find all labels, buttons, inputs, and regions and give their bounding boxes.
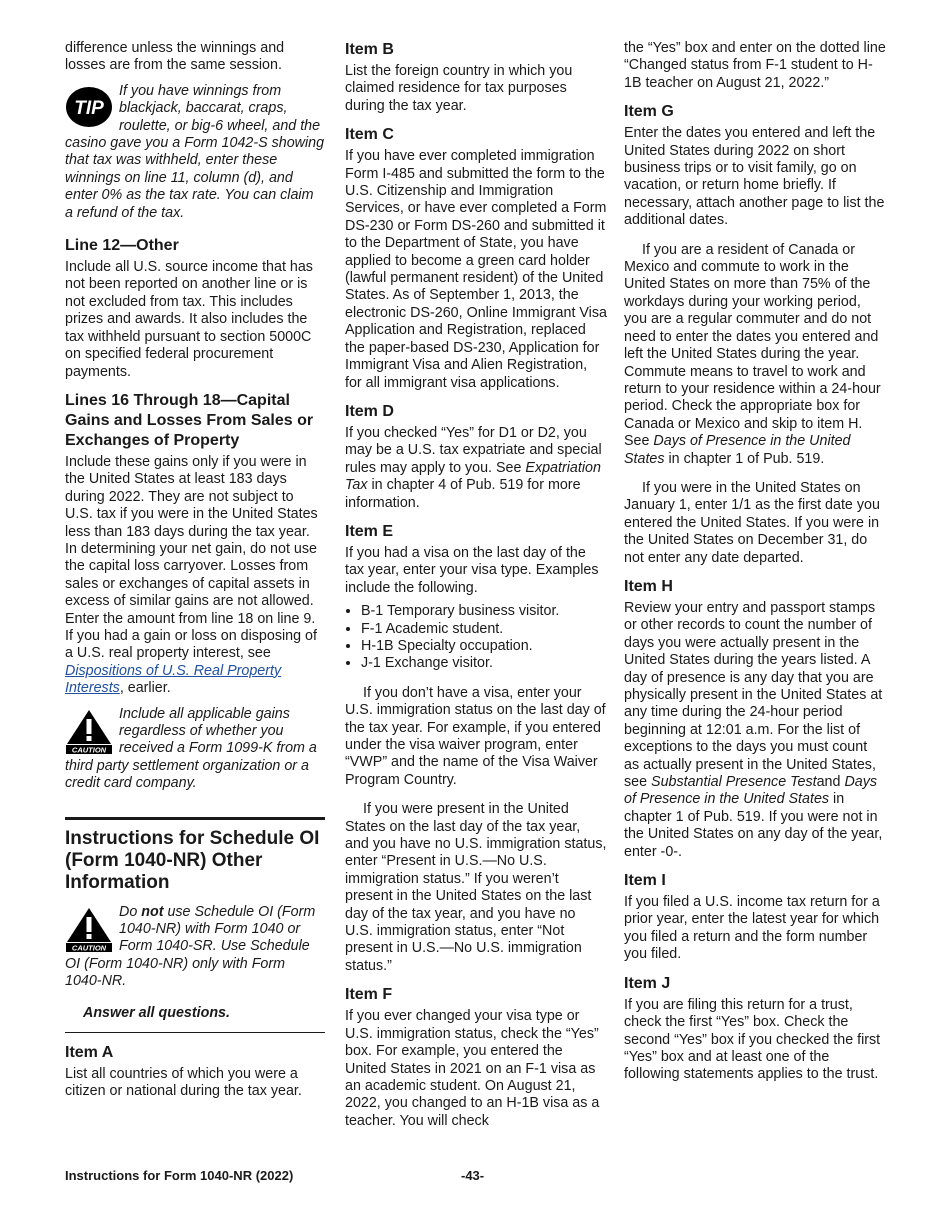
caution-note-1 (65, 706, 325, 793)
itemD-italic: Expatriation Tax (345, 459, 601, 494)
caution-badge-label: CAUTION (71, 745, 107, 754)
itemH-text (624, 600, 886, 861)
itemE-text: If you had a visa on the last day of the tax year, enter your visa type. Examples include the following. (345, 544, 599, 596)
tip-text: If you have winnings from blackjack, baccarat, craps, roulette, or big-6 wheel, and the casino gave you a Form 1042-S showing that tax was withheld, enter these winnings on line 11, column (d), and enter 0% as the tax rate. You can claim a refund of the tax. (65, 82, 325, 221)
line12-text: Include all U.S. source income that has not been reported on another line or is not excluded from tax. This includes prizes and awards. It also includes the tax withheld pursuant to section 5000C on specified federal procurement payments. (65, 259, 313, 380)
list-item: • H-1B Specialty occupation. (361, 638, 607, 655)
itemI-heading: Item I (624, 872, 666, 890)
lines16-text (65, 454, 325, 698)
itemE-heading: Item E (345, 522, 394, 540)
itemF-heading: Item F (345, 986, 393, 1004)
itemH-heading: Item H (624, 577, 673, 595)
column-middle (345, 40, 607, 1136)
caution-badge-label: CAUTION (71, 943, 107, 952)
itemC-heading: Item C (345, 126, 394, 144)
itemB-text: List the foreign country in which you claimed residence for tax purposes during the tax year. (345, 63, 573, 114)
itemI-text: If you filed a U.S. income tax return for a prior year, enter the latest year for which you filed a return and the form number you filed. (624, 894, 880, 963)
list-item: • J-1 Exchange visitor. (361, 655, 607, 672)
itemA-text: List all countries of which you were a citizen or national during the tax year. (65, 1066, 302, 1100)
itemE-paragraph-3: If you were present in the United States on the last day of the tax year, and you have no U.S. immigration status, enter “Present in U.S.—No U.S. immigration status.” If you weren’t present in the United States on the last day of the tax year, and you have no U.S. immigration status, enter “Not present in U.S.—No U.S. immigration status.” (345, 801, 607, 974)
caution-icon (65, 906, 113, 952)
page-number: -43- (461, 1168, 485, 1183)
itemH-italic-2: Days of Presence in the United States (624, 774, 878, 808)
caution-icon (65, 708, 113, 754)
itemD-heading: Item D (345, 402, 394, 420)
footer-title: Instructions for Form 1040-NR (2022) (65, 1168, 294, 1183)
tip-note (65, 83, 325, 222)
itemD-text (345, 425, 607, 512)
dispositions-link[interactable]: Dispositions of U.S. Real Property Interests (65, 662, 282, 697)
itemE-paragraph-2: If you don’t have a visa, enter your U.S. immigration status on the last day of the tax year. For example, if you entered under the visa waiver program, enter “VWP” and the name of the Visa Waiver Program Country. (345, 684, 606, 788)
itemG-paragraph-2 (624, 242, 886, 468)
caution2-bold: not (141, 903, 164, 920)
itemA-heading: Item A (65, 1044, 114, 1062)
itemG-p2-post: in chapter 1 of Pub. 519. (664, 450, 825, 467)
list-item: • B-1 Temporary business visitor. (361, 603, 607, 620)
itemJ-text: If you are filing this return for a trust, check the first “Yes” box. Check the second “Yes” box if you checked the first “Yes” box and at least one of the following statements applies to the trust. (624, 996, 881, 1083)
caution1-text: Include all applicable gains regardless of whether you received a Form 1099-K from a third party settlement organization or a credit card company. (65, 705, 317, 792)
lines16-body: Include these gains only if you were in the United States at least 183 days during 2022. They are not subject to U.S. tax if you were in the United States less than 183 days during the tax year. In determining your net gain, do not use the capital loss carryover. Losses from sales or exchanges of capital assets in excess of similar gains are not allowed. Enter the amount from line 18 on line 9. If you had a gain or loss on disposing of a U.S. real property interest, see (65, 453, 318, 662)
itemG-paragraph-3: If you were in the United States on January 1, enter 1/1 as the first date you entered the United States. If you were in the United States on December 31, do not enter any date departed. (624, 479, 880, 566)
column-right (624, 40, 886, 1090)
schedule-oi-heading: Instructions for Schedule OI (Form 1040-NR) Other Information (65, 827, 320, 893)
visa-type-list (345, 603, 607, 673)
column-left (65, 40, 325, 1107)
lines16-heading: Lines 16 Through 18—Capital Gains and Losses From Sales or Exchanges of Property (65, 391, 314, 449)
itemD-post: in chapter 4 of Pub. 519 for more information. (345, 477, 581, 511)
itemC-text: If you have ever completed immigration Form I-485 and submitted the form to the U.S. Citizenship and Immigration Services, or have ever completed a Form DS-230 or Form DS-260 and submitted it to the Department of State, you have applied to become a green card holder (lawful permanent resident) of the United States. As of September 1, 2013, the electronic DS-260, Online Immigrant Visa Application and Registration, replaced the paper-based DS-230, Application for Immigrant Visa and Alien Registration, for all immigrant visa applications. (345, 148, 607, 391)
itemG-p2-pre: If you are a resident of Canada or Mexico and commute to work in the United States on more than 75% of the workdays during your working period, you are a regular commuter and do not need to enter the dates you entered and left the United States during the year. Commute means to travel to work and return to your residence within a 24-hour period. Check the appropriate box for Canada or Mexico and skip to item H. See (624, 241, 881, 450)
answer-all-questions: Answer all questions. (83, 1004, 230, 1021)
tip-icon (65, 85, 113, 131)
itemD-pre: If you checked “Yes” for D1 or D2, you may be a U.S. tax expatriate and special rules may apply to you. See (345, 424, 602, 476)
itemG-p2-italic: Days of Presence in the United States (624, 433, 851, 467)
caution2-post: use Schedule OI (Form 1040-NR) with Form 1040 or Form 1040-SR. Use Schedule OI (Form 1040-NR) only with Form 1040-NR. (65, 903, 316, 990)
itemH-pre: Review your entry and passport stamps or other records to count the number of days you were actually present in the United States during the years listed. A day of presence is any day that you are physically present in the United States at any time during the 24-hour period beginning at 12:01 a.m. For the list of exceptions to the days you must count as actually present in the United States, see (624, 599, 883, 791)
itemH-italic-1: Substantial Presence Test (651, 774, 817, 791)
caution2-pre: Do (119, 903, 142, 920)
line12-heading: Line 12—Other (65, 237, 179, 255)
thin-divider (65, 1032, 325, 1033)
itemF-continued: the “Yes” box and enter on the dotted line “Changed status from F-1 student to H-1B teacher on August 21, 2022.” (624, 40, 886, 91)
itemH-post: in chapter 1 of Pub. 519. If you were not in the United States on any day of the year, enter -0-. (624, 791, 883, 860)
itemH-mid: and (816, 774, 845, 791)
itemJ-heading: Item J (624, 974, 671, 992)
itemG-heading: Item G (624, 103, 674, 121)
intro-paragraph: difference unless the winnings and losses are from the same session. (65, 40, 285, 74)
tip-badge-label: TIP (74, 97, 104, 119)
itemG-text: Enter the dates you entered and left the United States during 2022 on short business trips or to visit family, go on vacation, or return home briefly. If necessary, attach another page to list the additional dates. (624, 125, 885, 229)
list-item: • F-1 Academic student. (361, 621, 607, 638)
itemB-heading: Item B (345, 41, 394, 58)
caution-note-2 (65, 904, 325, 991)
lines16-tail: , earlier. (119, 680, 171, 697)
section-divider (65, 817, 325, 820)
itemF-text: If you ever changed your visa type or U.S. immigration status, check the “Yes” box. For example, you entered the United States in 2021 on an F-1 visa as an academic student. On August 21, 2022, you changed to an H-1B visa as a teacher. You will check (345, 1008, 600, 1129)
